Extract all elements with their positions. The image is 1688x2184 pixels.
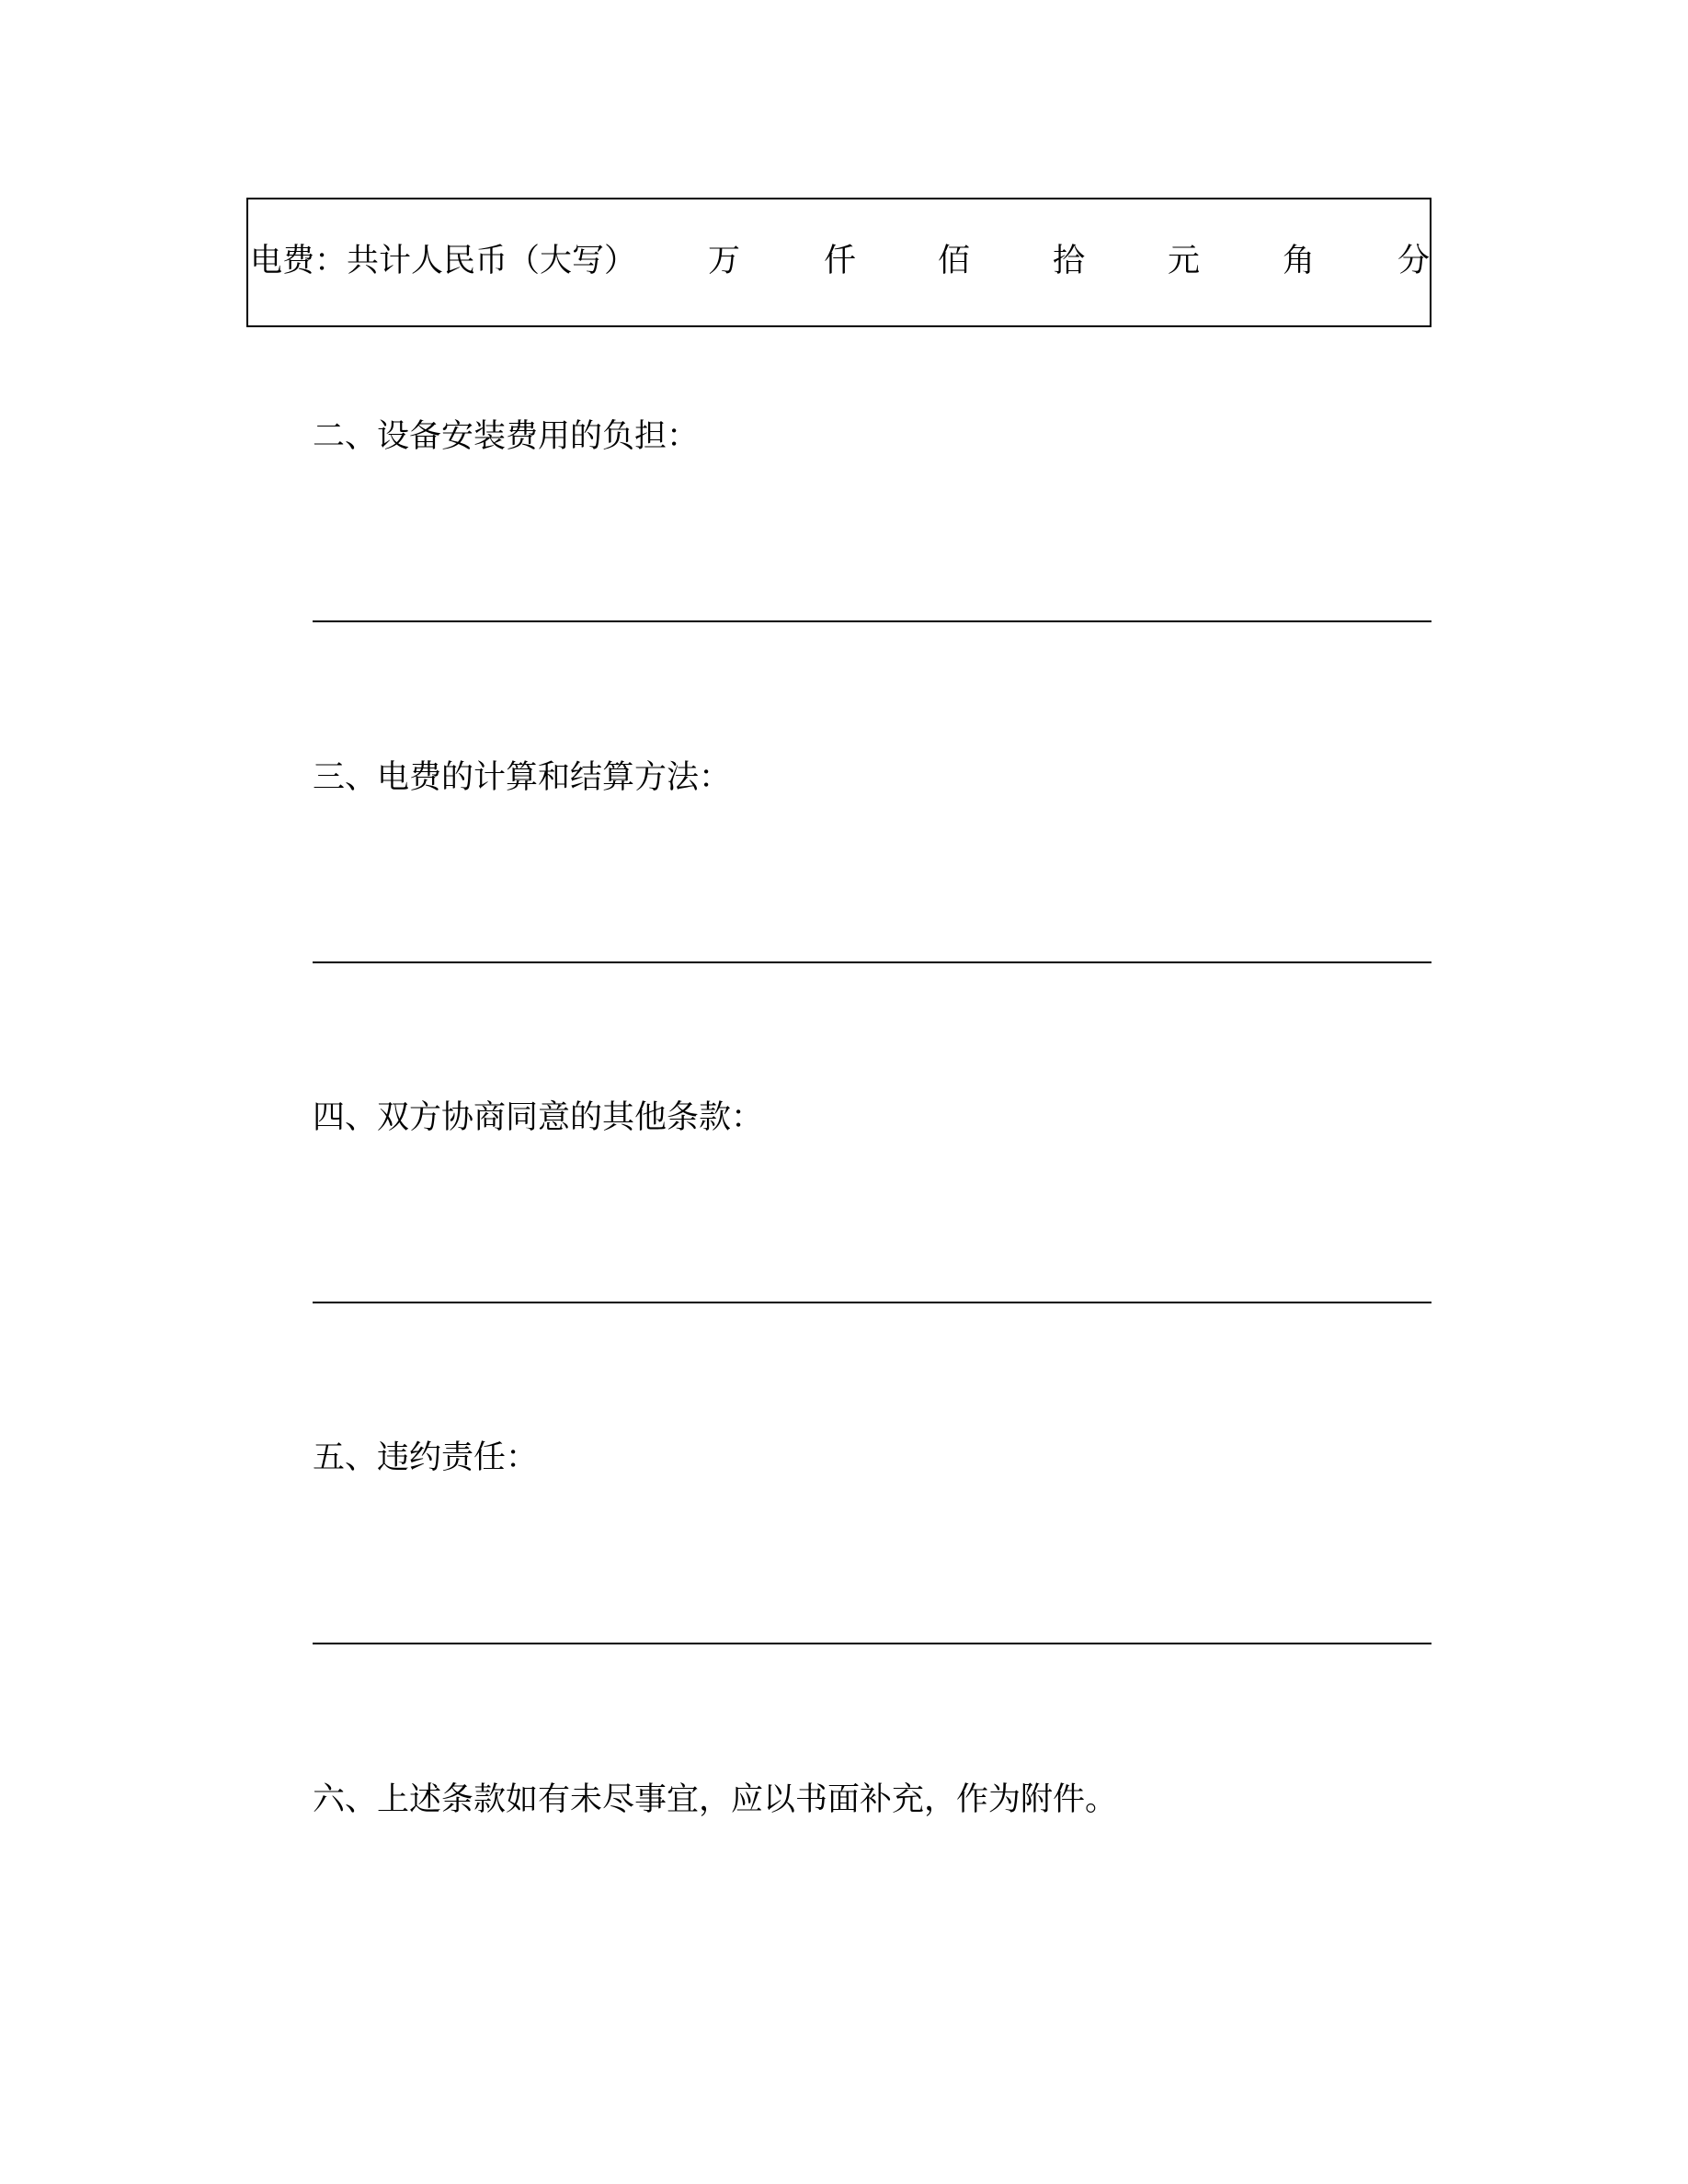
- fill-in-line: [313, 620, 1431, 622]
- fill-in-line: [313, 1302, 1431, 1303]
- section-heading-installation-cost: 二、设备安装费用的负担：: [313, 418, 700, 455]
- unit-jiao: 角: [1283, 243, 1316, 279]
- unit-bai: 佰: [938, 243, 971, 279]
- fee-total-label: 电费：共计人民币（大写）: [250, 243, 637, 279]
- unit-yuan: 元: [1168, 243, 1201, 279]
- unit-shi: 拾: [1053, 243, 1086, 279]
- section-heading-billing-method: 三、电费的计算和结算方法：: [313, 759, 732, 796]
- unit-fen: 分: [1397, 243, 1431, 279]
- fill-in-line: [313, 1643, 1431, 1644]
- unit-qian: 仟: [824, 243, 857, 279]
- section-heading-breach-liability: 五、违约责任：: [313, 1439, 539, 1476]
- section-heading-other-terms: 四、双方协商同意的其他条款：: [313, 1099, 764, 1136]
- unit-wan: 万: [708, 243, 741, 279]
- section-heading-supplementary: 六、上述条款如有未尽事宜，应以书面补充，作为附件。: [313, 1781, 1118, 1818]
- fill-in-line: [313, 961, 1431, 963]
